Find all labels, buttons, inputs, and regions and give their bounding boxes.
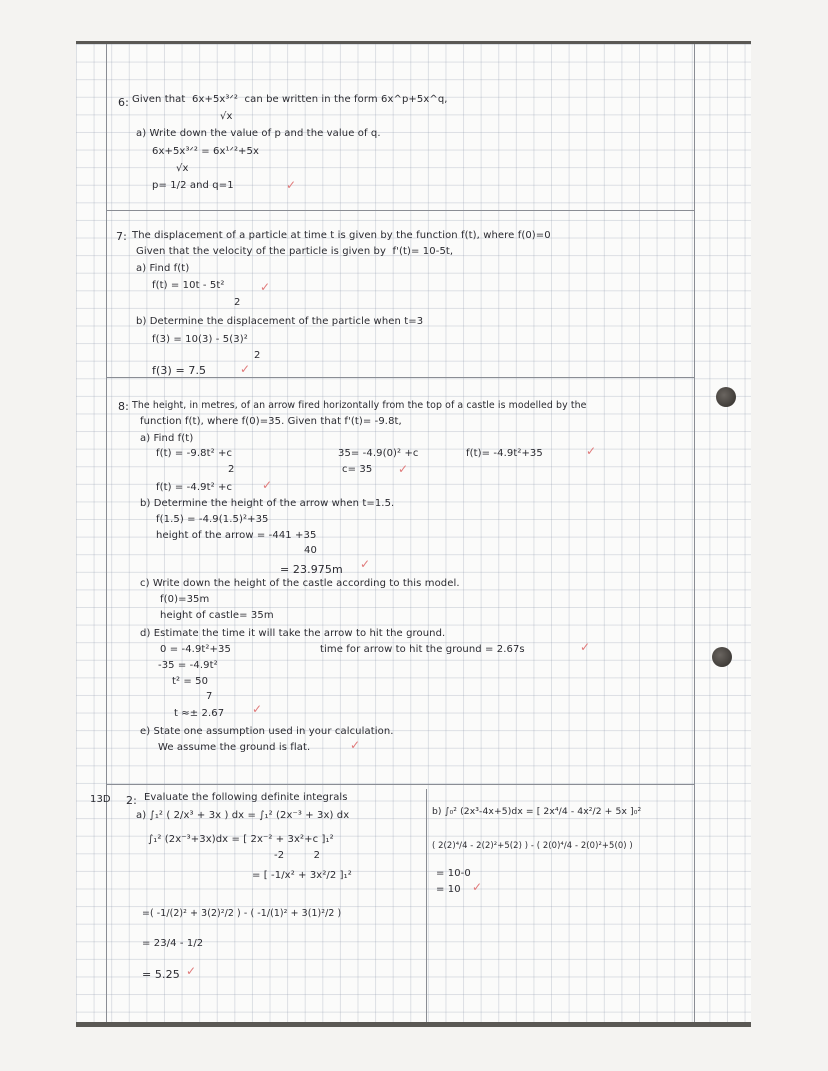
q8-intro-line1: The height, in metres, of an arrow fired horizontally from the top of a castle is modelled by the	[132, 400, 587, 411]
q7-b-work: f(3) = 10(3) - 5(3)²	[152, 334, 248, 345]
q13d-a-line2-denominator: -2 2	[274, 850, 321, 861]
q7-a-work: f(t) = 10t - 5t²	[152, 280, 225, 291]
q6-part-a: a) Write down the value of p and the value of q.	[136, 128, 381, 139]
q6-answer-tick-icon: ✓	[286, 178, 297, 192]
q13d-b-line3: = 10-0	[436, 868, 471, 879]
q7-intro-line1: The displacement of a particle at time t is given by the function f(t), where f(0)=0	[132, 230, 551, 241]
q7-b-tick-icon: ✓	[240, 362, 251, 376]
q8-a-right-tick-icon: ✓	[586, 444, 597, 458]
q13d-column-divider	[426, 789, 427, 1026]
q7-part-a: a) Find f(t)	[136, 263, 190, 274]
q8-b-tick-icon: ✓	[360, 557, 371, 571]
q8-part-a: a) Find f(t)	[140, 433, 194, 444]
q8-e-answer: We assume the ground is flat.	[158, 742, 311, 753]
q8-d-work3-denominator: 7	[206, 691, 213, 702]
q8-a-work1-denominator: 2	[228, 464, 235, 475]
left-margin-line	[106, 44, 107, 1026]
binder-hole-lower	[712, 647, 732, 667]
q8-intro-line2: function f(t), where f(0)=35. Given that f'(t)= -9.8t,	[140, 416, 402, 427]
q13d-a-answer: = 5.25	[142, 968, 180, 981]
q13d-b-answer: = 10	[436, 884, 461, 895]
q8-d-work4: t ≈± 2.67	[174, 708, 225, 719]
q7-number: 7:	[116, 230, 127, 243]
q13d-label: 13D	[90, 794, 111, 805]
q8-d-right-tick-icon: ✓	[580, 640, 591, 654]
q6-work-line: 6x+5x³ᐟ² = 6x¹ᐟ²+5x	[152, 146, 260, 157]
q13d-b-line1: b) ∫₀² (2x³-4x+5)dx = [ 2x⁴/4 - 4x²/2 + 5x ]₀²	[432, 806, 642, 817]
q8-d-tick-icon: ✓	[252, 702, 263, 716]
q8-a-mid-line2: c= 35	[342, 464, 373, 475]
q7-a-tick-icon: ✓	[260, 280, 271, 294]
q8-d-work2: -35 = -4.9t²	[158, 660, 218, 671]
q8-part-e: e) State one assumption used in your calculation.	[140, 726, 394, 737]
q8-part-d: d) Estimate the time it will take the arrow to hit the ground.	[140, 628, 446, 639]
q6-intro-denominator: √x	[220, 111, 233, 122]
q13d-a-line5: = 23/4 - 1/2	[142, 938, 204, 949]
q8-d-work1: 0 = -4.9t²+35	[160, 644, 231, 655]
q8-a-right: f(t)= -4.9t²+35	[466, 448, 543, 459]
q7-a-work-denominator: 2	[234, 297, 241, 308]
right-margin-line	[694, 44, 695, 1026]
q6-work-denominator: √x	[176, 163, 189, 174]
q6-number: 6:	[118, 96, 129, 109]
q13d-b-tick-icon: ✓	[472, 880, 483, 894]
q8-b-work2-denominator: 40	[304, 545, 317, 556]
q8-bottom-rule	[106, 784, 695, 785]
q8-b-work2: height of the arrow = -441 +35	[156, 530, 317, 541]
q8-a-work2: f(t) = -4.9t² +c	[156, 482, 233, 493]
q13d-intro: Evaluate the following definite integrals	[144, 792, 348, 803]
q6-intro: Given that 6x+5x³ᐟ² can be written in the form 6x^p+5x^q,	[132, 94, 448, 105]
q8-part-b: b) Determine the height of the arrow when t=1.5.	[140, 498, 395, 509]
q8-c-work2: height of castle= 35m	[160, 610, 274, 621]
q7-b-work-denominator: 2	[254, 350, 261, 361]
q8-a-mid-tick-icon: ✓	[398, 462, 409, 476]
q8-c-work1: f(0)=35m	[160, 594, 210, 605]
q6-answer: p= 1/2 and q=1	[152, 180, 234, 191]
q8-number: 8:	[118, 400, 129, 413]
q13d-a-line3: = [ -1/x² + 3x²/2 ]₁²	[252, 870, 352, 881]
q13d-a-line4: =( -1/(2)² + 3(2)²/2 ) - ( -1/(1)² + 3(1)²/2 )	[142, 908, 342, 919]
paper-bottom-edge	[76, 1022, 751, 1027]
binder-hole-upper	[716, 387, 736, 407]
q8-a-work2-tick-icon: ✓	[262, 478, 273, 492]
q8-a-work1: f(t) = -9.8t² +c	[156, 448, 233, 459]
q8-b-work1: f(1.5) = -4.9(1.5)²+35	[156, 514, 269, 525]
q13d-a-line1: a) ∫₁² ( 2/x³ + 3x ) dx = ∫₁² (2x⁻³ + 3x) dx	[136, 810, 350, 821]
q13d-number: 2:	[126, 794, 137, 807]
q8-d-right: time for arrow to hit the ground = 2.67s	[320, 644, 525, 655]
q8-e-tick-icon: ✓	[350, 738, 361, 752]
q6-bottom-rule	[106, 210, 695, 211]
q7-part-b: b) Determine the displacement of the particle when t=3	[136, 316, 424, 327]
q13d-b-line2: ( 2(2)⁴/4 - 2(2)²+5(2) ) - ( 2(0)⁴/4 - 2(0)²+5(0) )	[432, 840, 633, 850]
q8-a-mid-line1: 35= -4.9(0)² +c	[338, 448, 419, 459]
q8-part-c: c) Write down the height of the castle according to this model.	[140, 578, 460, 589]
q7-intro-line2: Given that the velocity of the particle is given by f'(t)= 10-5t,	[136, 246, 454, 257]
q7-b-answer: f(3) = 7.5	[152, 364, 207, 377]
q8-b-answer: = 23.975m	[280, 563, 343, 576]
q13d-a-tick-icon: ✓	[186, 964, 197, 978]
q7-bottom-rule	[106, 377, 695, 378]
q13d-a-line2: ∫₁² (2x⁻³+3x)dx = [ 2x⁻² + 3x²+c ]₁²	[148, 834, 334, 845]
q8-d-work3: t² = 50	[172, 676, 209, 687]
graph-paper-sheet	[76, 44, 751, 1026]
